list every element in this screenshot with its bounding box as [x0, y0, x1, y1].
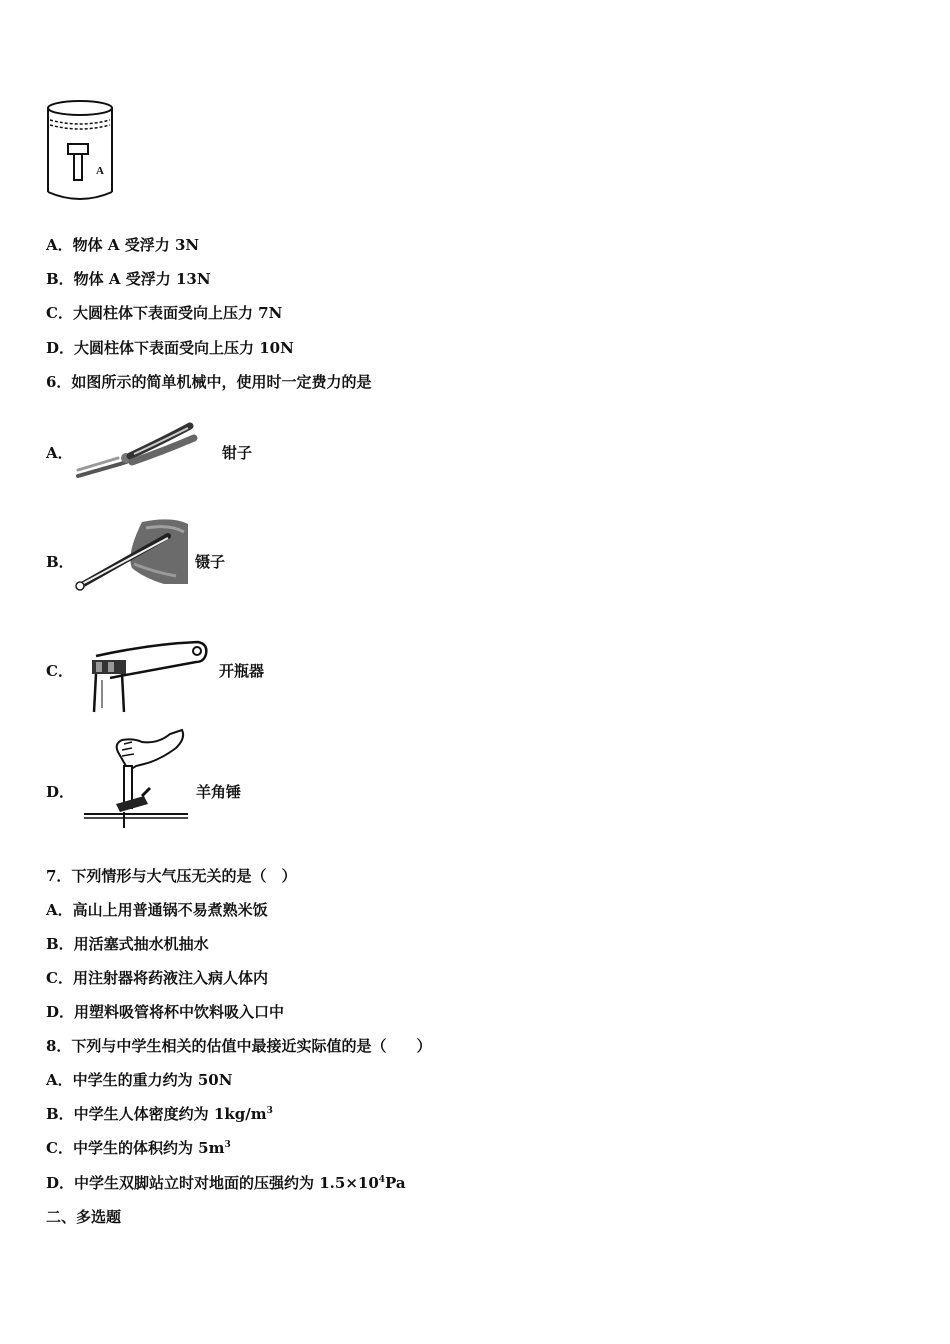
q5-option-c: C．大圆柱体下表面受向上压力 7N — [46, 304, 283, 322]
q8-stem: 8．下列与中学生相关的估值中最接近实际值的是（ ） — [46, 1037, 432, 1055]
q6-option-c-label: C． — [46, 662, 73, 680]
q8-option-a: A．中学生的重力约为 50N — [46, 1071, 233, 1089]
tweezers-icon — [72, 514, 192, 594]
q8-option-d-exponent: 4 — [378, 1175, 386, 1185]
q7-option-c: C．用注射器将药液注入病人体内 — [46, 969, 268, 987]
q6-option-b-caption: 镊子 — [195, 553, 226, 571]
q7-option-a: A．高山上用普通锅不易煮熟米饭 — [46, 901, 268, 919]
q8-option-d-text: D．中学生双脚站立时对地面的压强约为 1.5×10 — [46, 1174, 379, 1192]
q7-stem: 7．下列情形与大气压无关的是（ ） — [46, 867, 297, 885]
q7-option-b: B．用活塞式抽水机抽水 — [46, 935, 209, 953]
q7-option-d: D．用塑料吸管将杯中饮料吸入口中 — [46, 1003, 285, 1021]
claw-hammer-icon — [82, 726, 194, 830]
q6-option-d-label: D． — [46, 783, 75, 801]
q8-option-b-exponent: 3 — [266, 1106, 273, 1116]
q6-option-c-caption: 开瓶器 — [219, 662, 265, 680]
pliers-icon — [74, 420, 204, 482]
q8-option-c-exponent: 3 — [224, 1140, 231, 1150]
q8-option-c — [46, 1138, 231, 1158]
q6-option-a-label: A． — [46, 444, 73, 462]
q8-option-d — [46, 1173, 406, 1193]
q5-option-d: D．大圆柱体下表面受向上压力 10N — [46, 339, 294, 357]
q8-option-c-text: C．中学生的体积约为 5m — [46, 1139, 225, 1157]
cylinder-figure — [44, 98, 120, 204]
bottle-opener-icon — [80, 636, 212, 714]
q8-option-b-text: B．中学生人体密度约为 1kg/m — [46, 1105, 267, 1123]
q6-stem: 6．如图所示的简单机械中，使用时一定费力的是 — [46, 373, 372, 391]
q8-option-b — [46, 1104, 273, 1124]
object-a-label: A — [96, 165, 104, 177]
q6-option-d-caption: 羊角锤 — [196, 783, 242, 801]
q8-option-d-unit: Pa — [385, 1174, 406, 1192]
q5-option-b: B．物体 A 受浮力 13N — [46, 270, 211, 288]
q6-option-a-caption: 钳子 — [222, 444, 253, 462]
q5-option-a: A．物体 A 受浮力 3N — [46, 236, 200, 254]
q6-option-b-label: B． — [46, 553, 74, 571]
section-title-multiple-choice: 二、多选题 — [46, 1208, 122, 1226]
